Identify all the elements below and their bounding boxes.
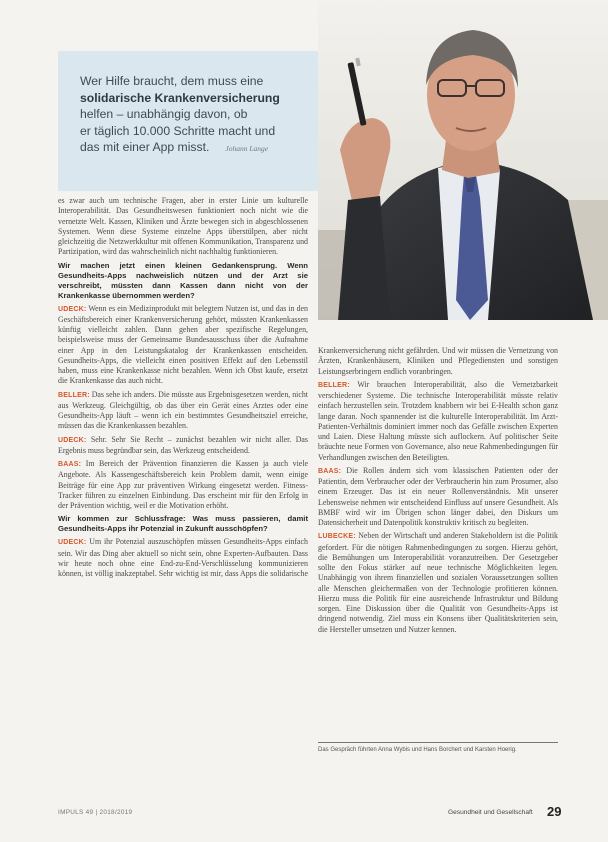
page-number: 29 [547, 804, 562, 819]
footer-section: Gesundheit und Gesellschaft [448, 809, 533, 816]
quote-line: Wer Hilfe braucht, dem muss eine [80, 74, 264, 88]
answer: BELLER: Das sehe ich anders. Die müsste aus Ergebnisgesetzen werden, nicht aus Werkzeug. Gleichgültig, ob das über ein Gerät eines Arztes oder eine Gesundheits-App läuft – wenn ich ein bestimmtes Gesundheitsziel erreiche, müssen das die Krankenkassen bezahlen. [58, 389, 308, 431]
pull-quote-box [58, 51, 318, 191]
quote-author: Johann Lange [225, 144, 269, 154]
speaker-name: BAAS: [58, 461, 82, 468]
speaker-name: UDECK: [58, 436, 87, 444]
speaker-name: LUBECKE: [318, 533, 356, 541]
speaker-name: UDECK: [58, 539, 87, 547]
quote-line: er täglich 10.000 Schritte macht und [80, 123, 276, 138]
answer: UDECK: Wenn es ein Medizinprodukt mit belegtem Nutzen ist, und das in den Geschäftsbereich einer Krankenversicherung gehört, müssten Krankenkassen künftig vielleicht zahlen. Dann gehen aber spezifische Regelungen, beispielsweise muss der Gemeinsame Bundesausschuss über die Aufnahme einer App in den Leistungskatalog der Krankenkassen entscheiden. Gesundheits-Apps, die vielleicht einen positiven Effekt auf den Lebensstil haben, muss eine Krankenkasse nicht bezahlen. Wenn ich Obst kaufe, ersetzt die Krankenkasse das auch nicht. [58, 303, 308, 386]
left-column [58, 196, 308, 582]
speaker-name: UDECK: [58, 305, 87, 313]
speaker-name: BELLER: [318, 381, 350, 389]
pull-quote [80, 73, 308, 158]
portrait-illustration [318, 0, 608, 320]
credit-divider [318, 742, 558, 743]
answer: BAAS: Die Rollen ändern sich vom klassischen Patienten oder der Patientin, dem Verbraucher oder der Verbraucherin hin zum Prosumer, also einem Erzeuger. Das ist ein neuer Rollenverständnis. Mit unserer Lebensweise nehmen wir entscheidend Einfluss auf unsere Gesundheit. Als BMBF wird wir im Übrigen schon länger dabei, den Diskurs um Datensicherheit und Datenpolitik konstruktiv kritisch zu begleiten. [318, 465, 558, 527]
paragraph: es zwar auch um technische Fragen, aber in erster Linie um kulturelle Interoperabilität. Das Gesundheitswesen funktioniert noch nicht wie die vernetzte Welt. Kassen, Kliniken und Ärzte bewegen sich in abgeschlossenen Systemen. Wenn diese Systeme einzelne Apps überstülpen, aber nicht gleichzeitig die Netzwerkkultur mit offenen Kommunikation, Transparenz und Partizipation, wird das wahrscheinlich nicht nachhaltig funktionieren. [58, 196, 308, 257]
paragraph: Krankenversicherung nicht gefährden. Und wir müssen die Vernetzung von Ärzten, Krankenhäusern, Kliniken und Pflegediensten und sonstigen Leistungserbringern endlich voranbringen. [318, 346, 558, 376]
speaker-name: BELLER: [58, 391, 90, 399]
answer: BELLER: Wir brauchen Interoperabilität, also die Vernetzbarkeit verschiedener Systeme. Die technische Interoperabilität müsste relativ einfach herzustellen sein. Trotzdem knabbern wir bei E-Health schon ganz lange daran. Noch spannender ist die kulturelle Interoperabilität. Im Arzt-Patienten-Verhältnis dominiert immer noch das Gefälle zwischen Experten und Laien. Diese Haltung müsste sich auflockern. Auf politischer Seite bräuchte neue Formen von Governance, also neue Rahmenbedingungen für Verhandlungen zwischen den Beteiligten. [318, 379, 558, 462]
footer-issue: IMPULS 49 | 2018/2019 [58, 809, 133, 816]
answer: BAAS: Im Bereich der Prävention finanzieren die Kassen ja auch viele Angebote. Als Kassengeschäftsbereich kein Problem damit, wenn einige Beiträge für eine App zur präventiven Wirkung eingesetzt werden. Fitness-Tracker führen zu einzelnen Einbindung. Das erscheint mir für den Erfolg in der Prävention wichtig, weil er die Motivation erhöht. [58, 459, 308, 510]
interview-question: Wir kommen zur Schlussfrage: Was muss passieren, damit Gesundheits-Apps ihr Potenzial in Zukunft ausschöpfen? [58, 514, 308, 534]
interview-question: Wir machen jetzt einen kleinen Gedankensprung. Wenn Gesundheits-Apps nachweislich nützen und der Arzt sie verschreibt, müssten dann Kassen dann nicht von der Krankenkasse übernommen werden? [58, 260, 308, 300]
right-column [318, 346, 558, 638]
answer: UDECK: Sehr. Sehr Sie Recht – zunächst bezahlen wir nicht aller. Das Ergebnis muss begründbar sein, das Werkzeug entscheidend. [58, 434, 308, 455]
answer: UDECK: Um ihr Potenzial auszuschöpfen müssen Gesundheits-Apps einfach sein. Wir das Ding aber aktuell so nicht sein, ohne Experten-Aufbauten. Dass wir heute noch ohne eine End-zu-End-Verschlüsselung kommunizieren können, ist völlig inakzeptabel. Sehr wichtig ist mir, dass Apps die solidarische [58, 537, 308, 578]
answer: LUBECKE: Neben der Wirtschaft und anderen Stakeholdern ist die Politik gefordert. Für die nötigen Rahmenbedingungen zu sorgen. Hierzu gehört, die Bemühungen um Interoperabilität voranzutreiben. Der Gesetzgeber sollte den Fokus stärker auf neue technische Möglichkeiten legen. Unabhängig von ihrem finanziellen und sozialen Voraussetzungen sollten alle Menschen gleichermaßen von der Technologie profitieren können. Hierzu muss die Politik für eine ausreichende Infrastruktur und Bildung sorgen. Eine Diskussion über die Qualität von Gesundheits-Apps ist dringend notwendig. Ziel muss ein Konsens über Qualitätskriterien sein, die Hersteller umsetzen und Nutzer kennen. [318, 531, 558, 634]
quote-line-bold: solidarische Krankenversicherung [80, 90, 280, 105]
interview-credit: Das Gespräch führten Anna Wybis und Hans Borchert und Karsten Hoerig. [318, 747, 517, 753]
speaker-name: BAAS: [318, 467, 342, 475]
quote-line: das mit einer App misst. Johann Lange [80, 140, 269, 155]
portrait-photo [318, 0, 608, 320]
quote-line: helfen – unabhängig davon, ob [80, 107, 248, 122]
